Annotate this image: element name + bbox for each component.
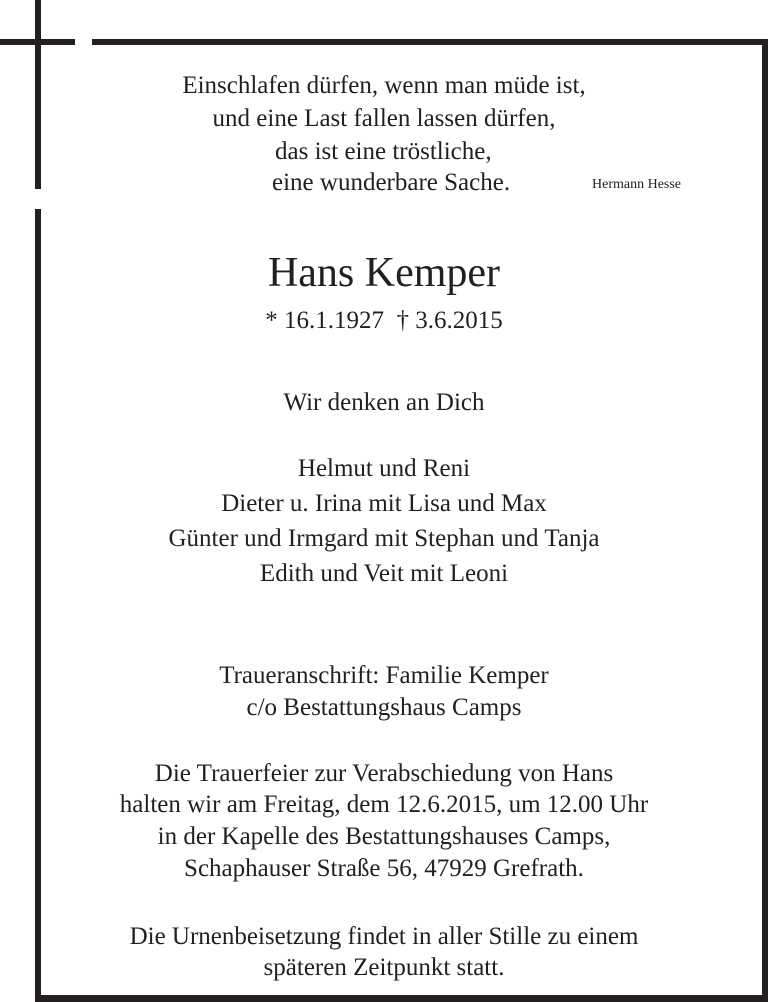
ceremony-line: halten wir am Freitag, dem 12.6.2015, um 12.00 Uhr	[119, 791, 649, 818]
remembrance-text: Wir denken an Dich	[283, 389, 485, 416]
frame-bottom-border	[35, 995, 768, 1002]
address-line: Traueranschrift: Familie Kemper	[219, 662, 549, 689]
address-line: c/o Bestattungshaus Camps	[246, 694, 522, 721]
burial-line: Die Urnenbeisetzung findet in aller Stille zu einem	[129, 923, 639, 950]
ceremony-line: Die Trauerfeier zur Verabschiedung von Hans	[154, 760, 614, 787]
burial-line: späteren Zeitpunkt statt.	[263, 954, 505, 981]
quote-line: das ist eine tröstliche,	[275, 138, 492, 165]
quote-line: eine wunderbare Sache.	[272, 169, 511, 196]
life-dates: * 16.1.1927 † 3.6.2015	[265, 307, 503, 334]
mourner-line: Edith und Veit mit Leoni	[259, 560, 509, 587]
quote-line: und eine Last fallen lassen dürfen,	[212, 105, 556, 132]
ceremony-line: in der Kapelle des Bestattungshauses Camps,	[157, 823, 611, 850]
mourner-line: Helmut und Reni	[297, 455, 471, 482]
quote-line: Einschlafen dürfen, wenn man müde ist,	[182, 72, 586, 99]
cross-horizontal-bar	[0, 39, 75, 45]
deceased-name: Hans Kemper	[267, 250, 501, 296]
ceremony-line: Schaphauser Straße 56, 47929 Grefrath.	[184, 855, 584, 882]
quote-author: Hermann Hesse	[592, 177, 682, 192]
mourner-line: Günter und Irmgard mit Stephan und Tanja	[168, 525, 600, 552]
mourner-line: Dieter u. Irina mit Lisa und Max	[221, 490, 547, 517]
frame-top-border	[92, 39, 768, 45]
